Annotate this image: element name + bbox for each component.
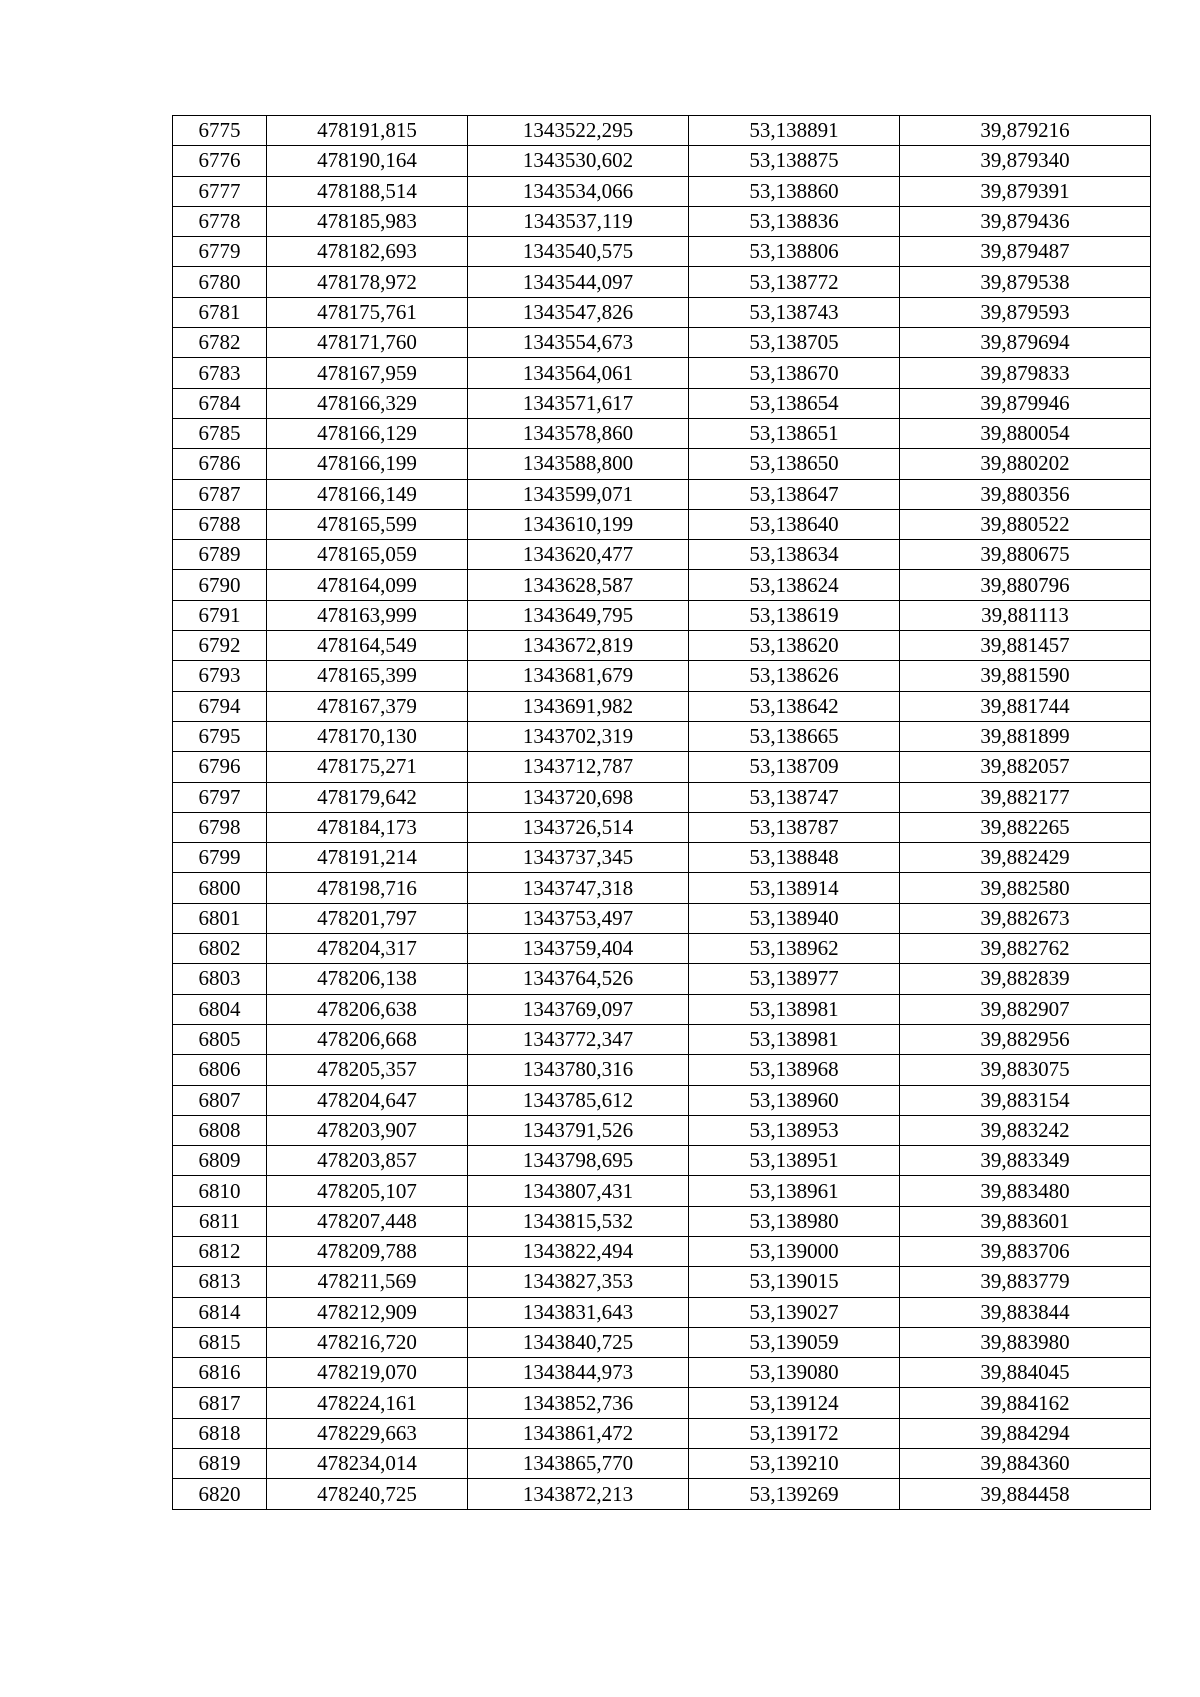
longitude-cell: 39,884294 — [900, 1418, 1151, 1448]
table-row — [173, 812, 1151, 842]
point-number-cell: 6789 — [173, 540, 267, 570]
longitude-cell: 39,883980 — [900, 1327, 1151, 1357]
latitude-cell: 53,139172 — [689, 1418, 900, 1448]
latitude-cell: 53,138626 — [689, 661, 900, 691]
point-number-cell: 6800 — [173, 873, 267, 903]
coordinates-table — [172, 115, 1151, 1510]
point-number-cell: 6784 — [173, 388, 267, 418]
x-coordinate-cell: 478164,549 — [267, 631, 468, 661]
longitude-cell: 39,883480 — [900, 1176, 1151, 1206]
y-coordinate-cell: 1343798,695 — [468, 1146, 689, 1176]
table-row — [173, 1388, 1151, 1418]
latitude-cell: 53,138650 — [689, 449, 900, 479]
y-coordinate-cell: 1343610,199 — [468, 509, 689, 539]
point-number-cell: 6818 — [173, 1418, 267, 1448]
x-coordinate-cell: 478166,199 — [267, 449, 468, 479]
table-row — [173, 1206, 1151, 1236]
table-row — [173, 721, 1151, 751]
x-coordinate-cell: 478166,329 — [267, 388, 468, 418]
x-coordinate-cell: 478175,271 — [267, 752, 468, 782]
longitude-cell: 39,884360 — [900, 1449, 1151, 1479]
latitude-cell: 53,139059 — [689, 1327, 900, 1357]
y-coordinate-cell: 1343753,497 — [468, 903, 689, 933]
longitude-cell: 39,882265 — [900, 812, 1151, 842]
y-coordinate-cell: 1343628,587 — [468, 570, 689, 600]
x-coordinate-cell: 478216,720 — [267, 1327, 468, 1357]
table-row — [173, 509, 1151, 539]
longitude-cell: 39,882177 — [900, 782, 1151, 812]
x-coordinate-cell: 478204,317 — [267, 934, 468, 964]
longitude-cell: 39,882673 — [900, 903, 1151, 933]
latitude-cell: 53,138651 — [689, 418, 900, 448]
point-number-cell: 6794 — [173, 691, 267, 721]
longitude-cell: 39,882429 — [900, 843, 1151, 873]
x-coordinate-cell: 478206,138 — [267, 964, 468, 994]
y-coordinate-cell: 1343530,602 — [468, 146, 689, 176]
table-row — [173, 903, 1151, 933]
y-coordinate-cell: 1343785,612 — [468, 1085, 689, 1115]
point-number-cell: 6792 — [173, 631, 267, 661]
point-number-cell: 6798 — [173, 812, 267, 842]
table-row — [173, 873, 1151, 903]
table-row — [173, 328, 1151, 358]
table-row — [173, 146, 1151, 176]
point-number-cell: 6806 — [173, 1055, 267, 1085]
point-number-cell: 6793 — [173, 661, 267, 691]
point-number-cell: 6799 — [173, 843, 267, 873]
longitude-cell: 39,883349 — [900, 1146, 1151, 1176]
latitude-cell: 53,138619 — [689, 600, 900, 630]
longitude-cell: 39,881113 — [900, 600, 1151, 630]
longitude-cell: 39,882762 — [900, 934, 1151, 964]
table-row — [173, 1236, 1151, 1266]
latitude-cell: 53,138981 — [689, 1024, 900, 1054]
point-number-cell: 6813 — [173, 1267, 267, 1297]
y-coordinate-cell: 1343815,532 — [468, 1206, 689, 1236]
table-row — [173, 1024, 1151, 1054]
longitude-cell: 39,880675 — [900, 540, 1151, 570]
table-row — [173, 1297, 1151, 1327]
table-row — [173, 1055, 1151, 1085]
point-number-cell: 6808 — [173, 1115, 267, 1145]
x-coordinate-cell: 478204,647 — [267, 1085, 468, 1115]
point-number-cell: 6809 — [173, 1146, 267, 1176]
latitude-cell: 53,138670 — [689, 358, 900, 388]
point-number-cell: 6819 — [173, 1449, 267, 1479]
table-row — [173, 1146, 1151, 1176]
y-coordinate-cell: 1343599,071 — [468, 479, 689, 509]
x-coordinate-cell: 478201,797 — [267, 903, 468, 933]
table-row — [173, 1327, 1151, 1357]
longitude-cell: 39,883242 — [900, 1115, 1151, 1145]
point-number-cell: 6780 — [173, 267, 267, 297]
x-coordinate-cell: 478166,129 — [267, 418, 468, 448]
x-coordinate-cell: 478190,164 — [267, 146, 468, 176]
longitude-cell: 39,884458 — [900, 1479, 1151, 1509]
x-coordinate-cell: 478229,663 — [267, 1418, 468, 1448]
point-number-cell: 6777 — [173, 176, 267, 206]
point-number-cell: 6796 — [173, 752, 267, 782]
table-row — [173, 631, 1151, 661]
y-coordinate-cell: 1343872,213 — [468, 1479, 689, 1509]
point-number-cell: 6802 — [173, 934, 267, 964]
longitude-cell: 39,882839 — [900, 964, 1151, 994]
longitude-cell: 39,884162 — [900, 1388, 1151, 1418]
point-number-cell: 6775 — [173, 116, 267, 146]
longitude-cell: 39,879340 — [900, 146, 1151, 176]
coordinates-table-body — [173, 116, 1151, 1510]
x-coordinate-cell: 478207,448 — [267, 1206, 468, 1236]
longitude-cell: 39,879487 — [900, 237, 1151, 267]
x-coordinate-cell: 478206,638 — [267, 994, 468, 1024]
latitude-cell: 53,138968 — [689, 1055, 900, 1085]
latitude-cell: 53,138940 — [689, 903, 900, 933]
x-coordinate-cell: 478191,214 — [267, 843, 468, 873]
point-number-cell: 6814 — [173, 1297, 267, 1327]
x-coordinate-cell: 478206,668 — [267, 1024, 468, 1054]
table-row — [173, 934, 1151, 964]
point-number-cell: 6810 — [173, 1176, 267, 1206]
point-number-cell: 6778 — [173, 206, 267, 236]
point-number-cell: 6820 — [173, 1479, 267, 1509]
longitude-cell: 39,882057 — [900, 752, 1151, 782]
point-number-cell: 6785 — [173, 418, 267, 448]
y-coordinate-cell: 1343759,404 — [468, 934, 689, 964]
y-coordinate-cell: 1343764,526 — [468, 964, 689, 994]
point-number-cell: 6776 — [173, 146, 267, 176]
table-row — [173, 782, 1151, 812]
table-row — [173, 297, 1151, 327]
point-number-cell: 6801 — [173, 903, 267, 933]
latitude-cell: 53,138743 — [689, 297, 900, 327]
x-coordinate-cell: 478166,149 — [267, 479, 468, 509]
x-coordinate-cell: 478198,716 — [267, 873, 468, 903]
x-coordinate-cell: 478182,693 — [267, 237, 468, 267]
y-coordinate-cell: 1343720,698 — [468, 782, 689, 812]
y-coordinate-cell: 1343534,066 — [468, 176, 689, 206]
longitude-cell: 39,879436 — [900, 206, 1151, 236]
point-number-cell: 6781 — [173, 297, 267, 327]
point-number-cell: 6790 — [173, 570, 267, 600]
latitude-cell: 53,139210 — [689, 1449, 900, 1479]
x-coordinate-cell: 478165,599 — [267, 509, 468, 539]
latitude-cell: 53,138848 — [689, 843, 900, 873]
table-row — [173, 1418, 1151, 1448]
y-coordinate-cell: 1343649,795 — [468, 600, 689, 630]
longitude-cell: 39,881744 — [900, 691, 1151, 721]
table-row — [173, 418, 1151, 448]
y-coordinate-cell: 1343769,097 — [468, 994, 689, 1024]
latitude-cell: 53,138709 — [689, 752, 900, 782]
x-coordinate-cell: 478188,514 — [267, 176, 468, 206]
latitude-cell: 53,138836 — [689, 206, 900, 236]
y-coordinate-cell: 1343780,316 — [468, 1055, 689, 1085]
latitude-cell: 53,138980 — [689, 1206, 900, 1236]
longitude-cell: 39,881590 — [900, 661, 1151, 691]
point-number-cell: 6807 — [173, 1085, 267, 1115]
table-row — [173, 479, 1151, 509]
table-row — [173, 449, 1151, 479]
x-coordinate-cell: 478164,099 — [267, 570, 468, 600]
x-coordinate-cell: 478167,379 — [267, 691, 468, 721]
x-coordinate-cell: 478163,999 — [267, 600, 468, 630]
y-coordinate-cell: 1343620,477 — [468, 540, 689, 570]
x-coordinate-cell: 478240,725 — [267, 1479, 468, 1509]
point-number-cell: 6804 — [173, 994, 267, 1024]
latitude-cell: 53,138860 — [689, 176, 900, 206]
point-number-cell: 6805 — [173, 1024, 267, 1054]
longitude-cell: 39,879946 — [900, 388, 1151, 418]
longitude-cell: 39,883601 — [900, 1206, 1151, 1236]
x-coordinate-cell: 478209,788 — [267, 1236, 468, 1266]
point-number-cell: 6815 — [173, 1327, 267, 1357]
longitude-cell: 39,880796 — [900, 570, 1151, 600]
longitude-cell: 39,883779 — [900, 1267, 1151, 1297]
x-coordinate-cell: 478224,161 — [267, 1388, 468, 1418]
latitude-cell: 53,138787 — [689, 812, 900, 842]
latitude-cell: 53,138977 — [689, 964, 900, 994]
x-coordinate-cell: 478170,130 — [267, 721, 468, 751]
x-coordinate-cell: 478219,070 — [267, 1358, 468, 1388]
point-number-cell: 6791 — [173, 600, 267, 630]
longitude-cell: 39,881457 — [900, 631, 1151, 661]
point-number-cell: 6797 — [173, 782, 267, 812]
y-coordinate-cell: 1343571,617 — [468, 388, 689, 418]
latitude-cell: 53,138914 — [689, 873, 900, 903]
longitude-cell: 39,883844 — [900, 1297, 1151, 1327]
y-coordinate-cell: 1343578,860 — [468, 418, 689, 448]
latitude-cell: 53,138705 — [689, 328, 900, 358]
y-coordinate-cell: 1343540,575 — [468, 237, 689, 267]
y-coordinate-cell: 1343544,097 — [468, 267, 689, 297]
y-coordinate-cell: 1343672,819 — [468, 631, 689, 661]
point-number-cell: 6788 — [173, 509, 267, 539]
y-coordinate-cell: 1343827,353 — [468, 1267, 689, 1297]
point-number-cell: 6783 — [173, 358, 267, 388]
y-coordinate-cell: 1343726,514 — [468, 812, 689, 842]
y-coordinate-cell: 1343554,673 — [468, 328, 689, 358]
x-coordinate-cell: 478184,173 — [267, 812, 468, 842]
latitude-cell: 53,138772 — [689, 267, 900, 297]
longitude-cell: 39,880054 — [900, 418, 1151, 448]
y-coordinate-cell: 1343737,345 — [468, 843, 689, 873]
longitude-cell: 39,879593 — [900, 297, 1151, 327]
y-coordinate-cell: 1343822,494 — [468, 1236, 689, 1266]
y-coordinate-cell: 1343844,973 — [468, 1358, 689, 1388]
longitude-cell: 39,883075 — [900, 1055, 1151, 1085]
longitude-cell: 39,879391 — [900, 176, 1151, 206]
latitude-cell: 53,138620 — [689, 631, 900, 661]
table-row — [173, 1358, 1151, 1388]
point-number-cell: 6803 — [173, 964, 267, 994]
point-number-cell: 6795 — [173, 721, 267, 751]
table-row — [173, 1449, 1151, 1479]
latitude-cell: 53,138634 — [689, 540, 900, 570]
y-coordinate-cell: 1343702,319 — [468, 721, 689, 751]
y-coordinate-cell: 1343831,643 — [468, 1297, 689, 1327]
point-number-cell: 6786 — [173, 449, 267, 479]
table-row — [173, 1176, 1151, 1206]
y-coordinate-cell: 1343588,800 — [468, 449, 689, 479]
table-row — [173, 267, 1151, 297]
latitude-cell: 53,138624 — [689, 570, 900, 600]
y-coordinate-cell: 1343791,526 — [468, 1115, 689, 1145]
x-coordinate-cell: 478165,059 — [267, 540, 468, 570]
longitude-cell: 39,883154 — [900, 1085, 1151, 1115]
x-coordinate-cell: 478179,642 — [267, 782, 468, 812]
latitude-cell: 53,138640 — [689, 509, 900, 539]
latitude-cell: 53,138981 — [689, 994, 900, 1024]
latitude-cell: 53,138962 — [689, 934, 900, 964]
longitude-cell: 39,880356 — [900, 479, 1151, 509]
y-coordinate-cell: 1343712,787 — [468, 752, 689, 782]
x-coordinate-cell: 478234,014 — [267, 1449, 468, 1479]
point-number-cell: 6779 — [173, 237, 267, 267]
table-row — [173, 600, 1151, 630]
table-row — [173, 206, 1151, 236]
longitude-cell: 39,882907 — [900, 994, 1151, 1024]
x-coordinate-cell: 478191,815 — [267, 116, 468, 146]
table-row — [173, 540, 1151, 570]
y-coordinate-cell: 1343807,431 — [468, 1176, 689, 1206]
y-coordinate-cell: 1343564,061 — [468, 358, 689, 388]
x-coordinate-cell: 478185,983 — [267, 206, 468, 236]
longitude-cell: 39,884045 — [900, 1358, 1151, 1388]
longitude-cell: 39,883706 — [900, 1236, 1151, 1266]
table-row — [173, 752, 1151, 782]
latitude-cell: 53,138647 — [689, 479, 900, 509]
latitude-cell: 53,139027 — [689, 1297, 900, 1327]
table-row — [173, 237, 1151, 267]
point-number-cell: 6817 — [173, 1388, 267, 1418]
y-coordinate-cell: 1343681,679 — [468, 661, 689, 691]
latitude-cell: 53,139015 — [689, 1267, 900, 1297]
y-coordinate-cell: 1343537,119 — [468, 206, 689, 236]
point-number-cell: 6787 — [173, 479, 267, 509]
x-coordinate-cell: 478203,907 — [267, 1115, 468, 1145]
y-coordinate-cell: 1343747,318 — [468, 873, 689, 903]
y-coordinate-cell: 1343772,347 — [468, 1024, 689, 1054]
table-row — [173, 691, 1151, 721]
latitude-cell: 53,138875 — [689, 146, 900, 176]
x-coordinate-cell: 478203,857 — [267, 1146, 468, 1176]
x-coordinate-cell: 478167,959 — [267, 358, 468, 388]
point-number-cell: 6811 — [173, 1206, 267, 1236]
x-coordinate-cell: 478175,761 — [267, 297, 468, 327]
table-row — [173, 1115, 1151, 1145]
y-coordinate-cell: 1343691,982 — [468, 691, 689, 721]
latitude-cell: 53,138891 — [689, 116, 900, 146]
latitude-cell: 53,139000 — [689, 1236, 900, 1266]
table-row — [173, 964, 1151, 994]
x-coordinate-cell: 478165,399 — [267, 661, 468, 691]
latitude-cell: 53,138665 — [689, 721, 900, 751]
latitude-cell: 53,138961 — [689, 1176, 900, 1206]
y-coordinate-cell: 1343861,472 — [468, 1418, 689, 1448]
x-coordinate-cell: 478211,569 — [267, 1267, 468, 1297]
table-row — [173, 176, 1151, 206]
longitude-cell: 39,880202 — [900, 449, 1151, 479]
point-number-cell: 6782 — [173, 328, 267, 358]
x-coordinate-cell: 478178,972 — [267, 267, 468, 297]
y-coordinate-cell: 1343852,736 — [468, 1388, 689, 1418]
y-coordinate-cell: 1343522,295 — [468, 116, 689, 146]
table-row — [173, 661, 1151, 691]
longitude-cell: 39,880522 — [900, 509, 1151, 539]
longitude-cell: 39,882956 — [900, 1024, 1151, 1054]
point-number-cell: 6816 — [173, 1358, 267, 1388]
latitude-cell: 53,138747 — [689, 782, 900, 812]
x-coordinate-cell: 478205,357 — [267, 1055, 468, 1085]
latitude-cell: 53,138806 — [689, 237, 900, 267]
latitude-cell: 53,138953 — [689, 1115, 900, 1145]
table-row — [173, 1479, 1151, 1509]
y-coordinate-cell: 1343547,826 — [468, 297, 689, 327]
table-row — [173, 1267, 1151, 1297]
point-number-cell: 6812 — [173, 1236, 267, 1266]
latitude-cell: 53,138951 — [689, 1146, 900, 1176]
longitude-cell: 39,879833 — [900, 358, 1151, 388]
table-row — [173, 570, 1151, 600]
table-row — [173, 116, 1151, 146]
latitude-cell: 53,139080 — [689, 1358, 900, 1388]
y-coordinate-cell: 1343840,725 — [468, 1327, 689, 1357]
latitude-cell: 53,139269 — [689, 1479, 900, 1509]
longitude-cell: 39,881899 — [900, 721, 1151, 751]
latitude-cell: 53,139124 — [689, 1388, 900, 1418]
latitude-cell: 53,138654 — [689, 388, 900, 418]
table-row — [173, 994, 1151, 1024]
table-row — [173, 1085, 1151, 1115]
longitude-cell: 39,879694 — [900, 328, 1151, 358]
table-row — [173, 388, 1151, 418]
x-coordinate-cell: 478171,760 — [267, 328, 468, 358]
latitude-cell: 53,138960 — [689, 1085, 900, 1115]
table-row — [173, 843, 1151, 873]
x-coordinate-cell: 478212,909 — [267, 1297, 468, 1327]
longitude-cell: 39,879538 — [900, 267, 1151, 297]
table-row — [173, 358, 1151, 388]
latitude-cell: 53,138642 — [689, 691, 900, 721]
longitude-cell: 39,879216 — [900, 116, 1151, 146]
y-coordinate-cell: 1343865,770 — [468, 1449, 689, 1479]
longitude-cell: 39,882580 — [900, 873, 1151, 903]
x-coordinate-cell: 478205,107 — [267, 1176, 468, 1206]
